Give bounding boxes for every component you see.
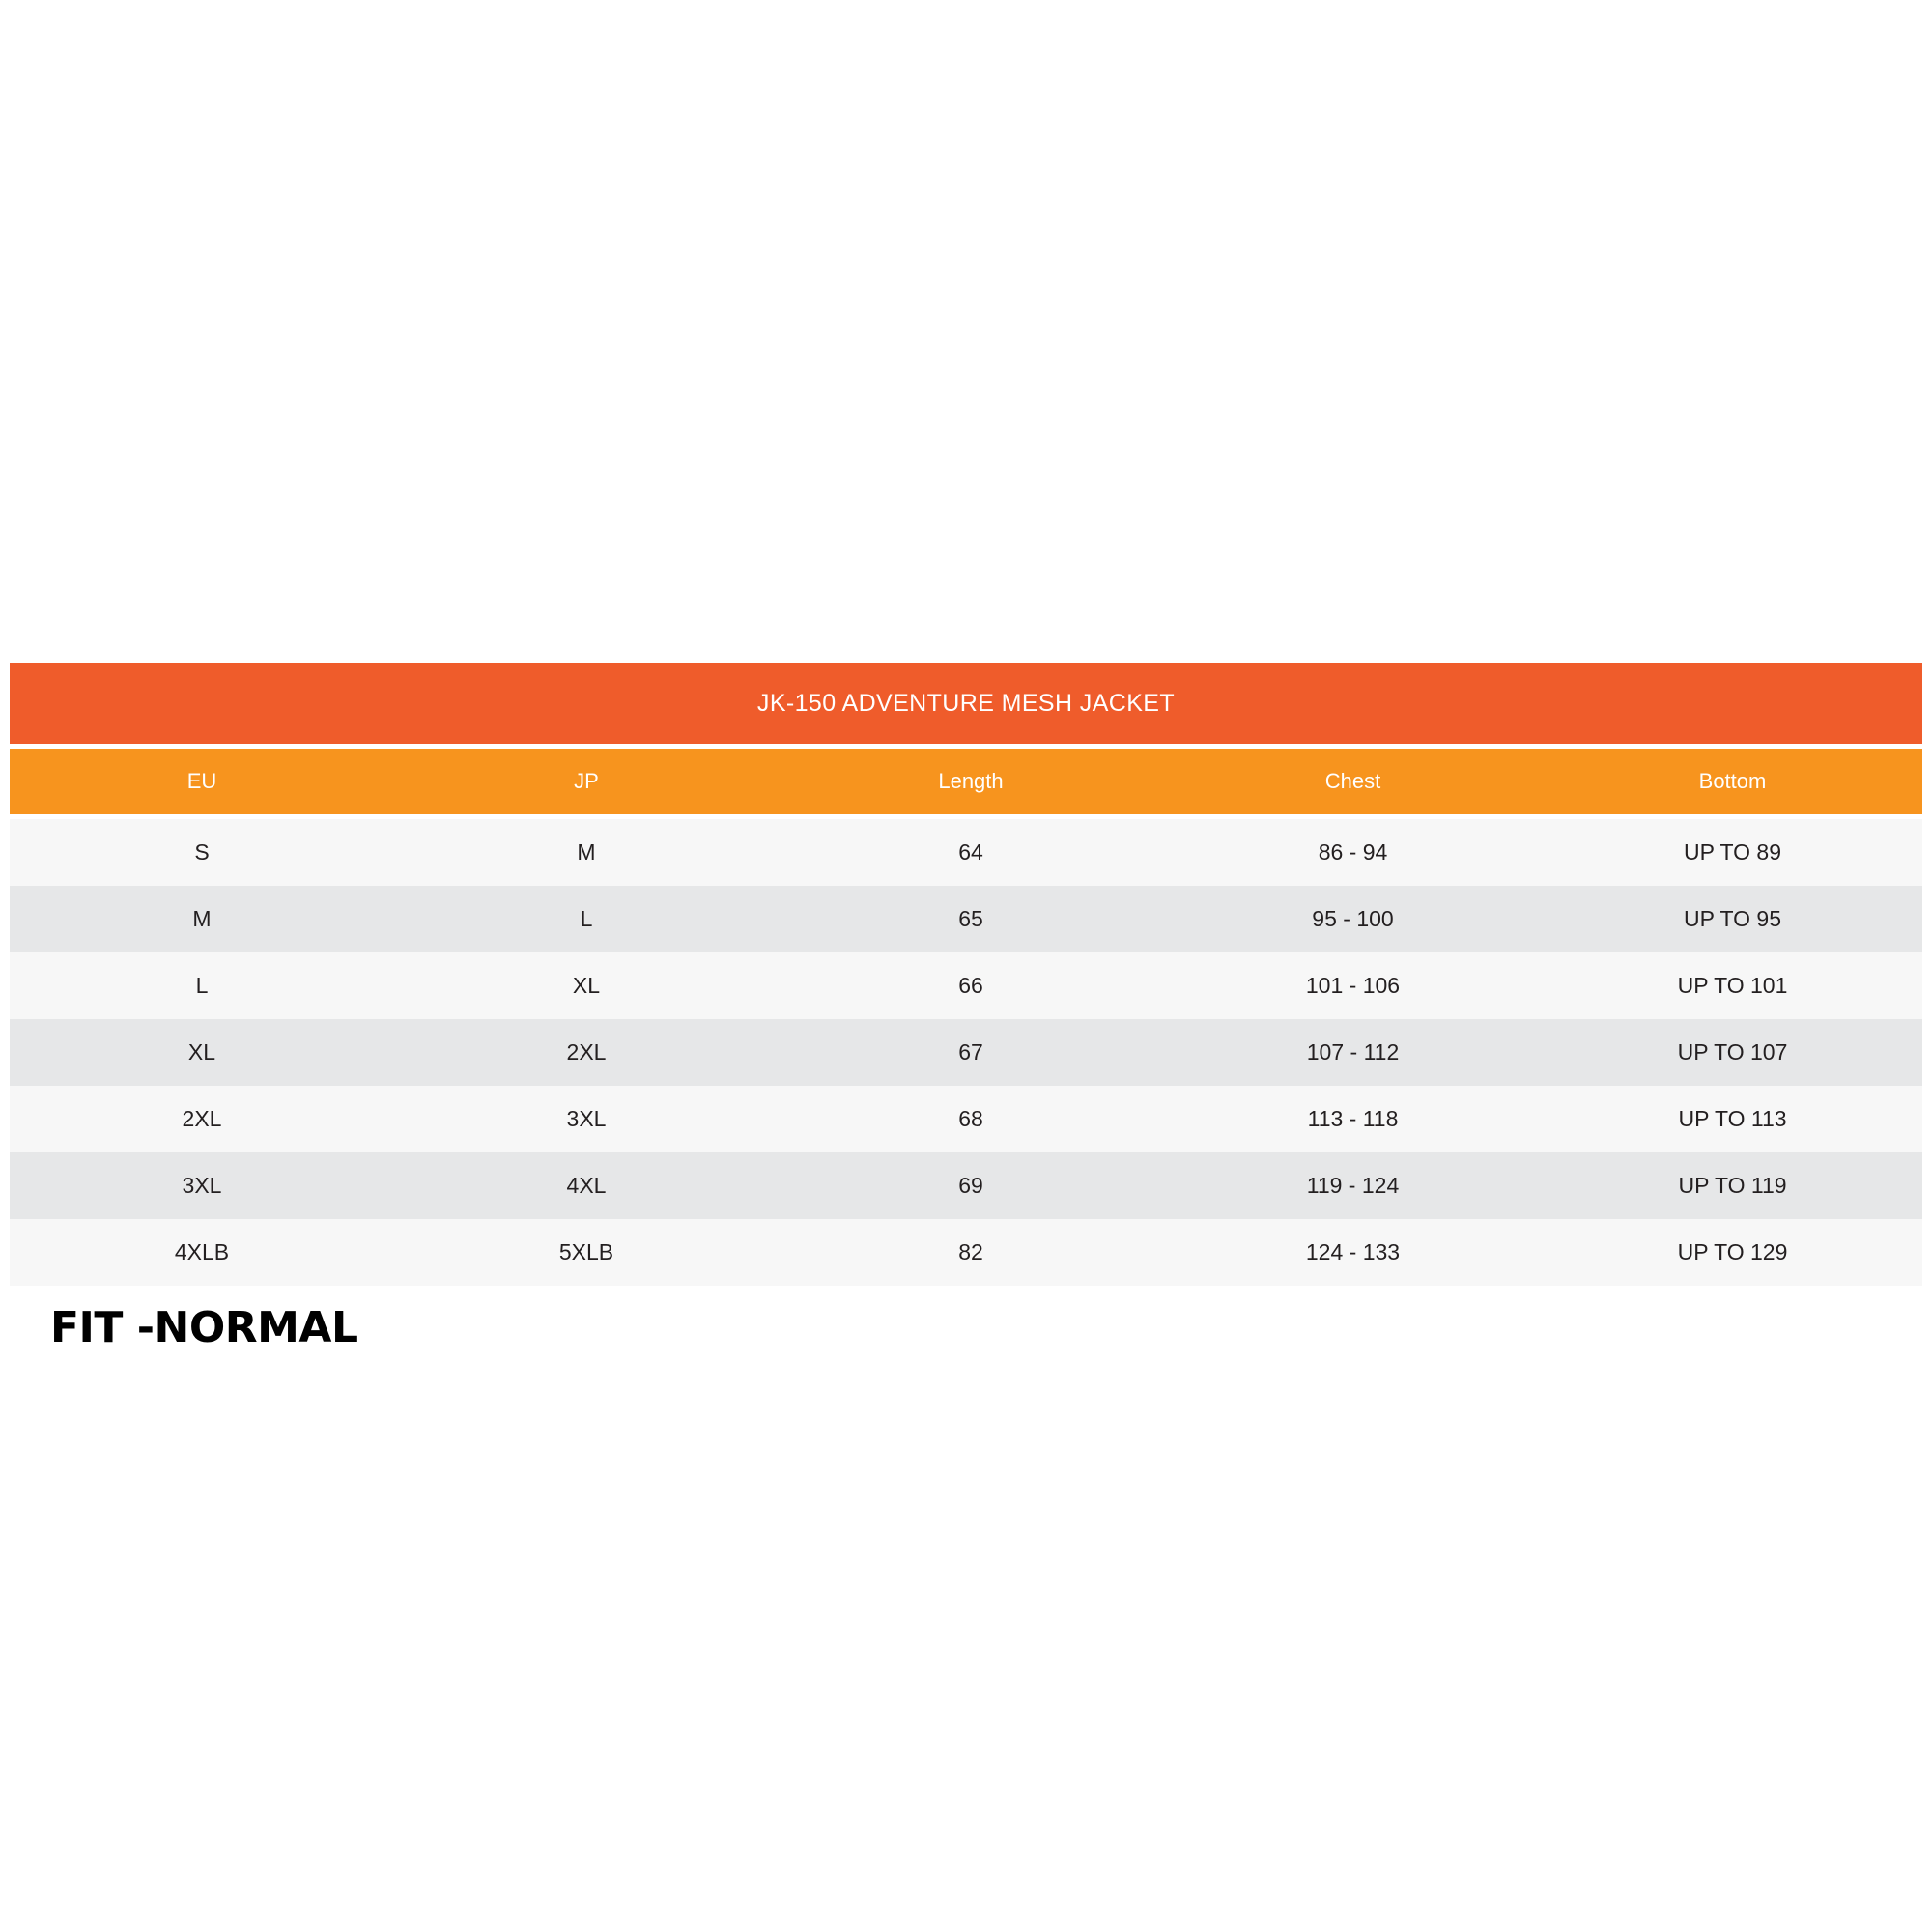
table-row (10, 1219, 1922, 1286)
column-header-eu: EU (186, 769, 217, 793)
cell-chest: 101 - 106 (1305, 973, 1401, 998)
cell-length: 69 (958, 1173, 983, 1198)
cell-length: 67 (958, 1039, 983, 1065)
table-row (10, 1019, 1922, 1086)
cell-eu: L (195, 973, 209, 998)
cell-eu: 3XL (182, 1173, 222, 1198)
cell-length: 64 (958, 839, 983, 865)
cell-bottom: UP TO 113 (1678, 1106, 1787, 1131)
cell-eu: 2XL (182, 1106, 222, 1131)
cell-bottom: UP TO 129 (1677, 1239, 1788, 1264)
cell-bottom: UP TO 95 (1683, 906, 1781, 931)
column-header-chest: Chest (1324, 769, 1381, 793)
table-header-row (10, 749, 1922, 814)
cell-eu: XL (187, 1039, 216, 1065)
cell-chest: 119 - 124 (1306, 1173, 1400, 1198)
cell-chest: 95 - 100 (1312, 906, 1394, 931)
chart-title-row (10, 663, 1922, 744)
cell-jp: L (580, 906, 593, 931)
fit-note: FIT -NORMAL (50, 1303, 358, 1352)
column-header-jp: JP (574, 769, 599, 793)
cell-bottom: UP TO 89 (1683, 839, 1781, 865)
column-header-length: Length (938, 769, 1004, 793)
cell-jp: M (577, 839, 596, 865)
cell-jp: 5XLB (558, 1239, 614, 1264)
cell-jp: 3XL (566, 1106, 607, 1131)
cell-jp: XL (572, 973, 601, 998)
cell-eu: M (192, 906, 212, 931)
cell-eu: S (194, 839, 210, 865)
cell-chest: 124 - 133 (1305, 1239, 1401, 1264)
page-title: JK-150 ADVENTURE MESH JACKET (756, 689, 1176, 717)
cell-jp: 4XL (566, 1173, 607, 1198)
cell-length: 66 (958, 973, 983, 998)
cell-length: 65 (958, 906, 983, 931)
column-header-bottom: Bottom (1698, 769, 1767, 793)
table-row (10, 952, 1922, 1019)
table-row (10, 1152, 1922, 1219)
cell-jp: 2XL (566, 1039, 607, 1065)
cell-bottom: UP TO 107 (1677, 1039, 1788, 1065)
table-row (10, 1086, 1922, 1152)
cell-chest: 113 - 118 (1307, 1106, 1399, 1131)
cell-chest: 107 - 112 (1306, 1039, 1400, 1065)
cell-bottom: UP TO 119 (1678, 1173, 1787, 1198)
table-row (10, 886, 1922, 952)
cell-chest: 86 - 94 (1318, 839, 1388, 865)
size-chart-table (10, 663, 1922, 1286)
cell-length: 82 (958, 1239, 983, 1264)
cell-bottom: UP TO 101 (1677, 973, 1788, 998)
cell-length: 68 (958, 1106, 983, 1131)
table-row (10, 819, 1922, 886)
cell-eu: 4XLB (174, 1239, 230, 1264)
